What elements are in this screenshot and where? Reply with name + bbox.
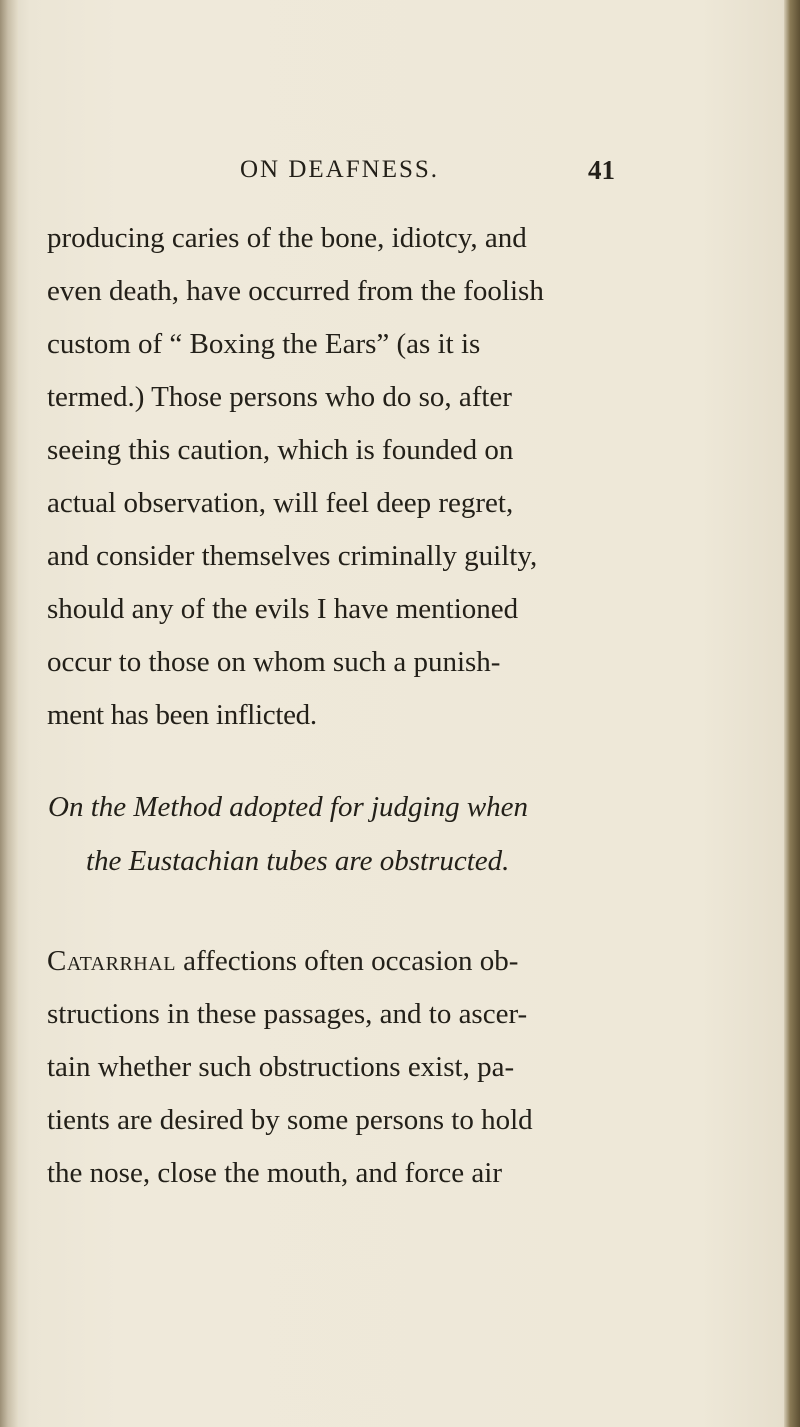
text-line: and consider themselves criminally guilty, <box>47 540 538 572</box>
page-gutter-shadow <box>0 0 18 1427</box>
text-line: producing caries of the bone, idiotcy, and <box>47 222 527 254</box>
running-header <box>240 150 640 190</box>
text-line: ment has been inflicted. <box>47 699 317 731</box>
paragraph-2 <box>47 935 647 1200</box>
page-number: 41 <box>588 155 615 185</box>
page-edge <box>784 0 800 1427</box>
text-line: custom of “ Boxing the Ears” (as it is <box>47 328 481 360</box>
text-line: actual observation, will feel deep regret, <box>47 487 514 519</box>
text-line: structions in these passages, and to ascer- <box>47 998 528 1030</box>
text-line: tients are desired by some persons to hold <box>47 1104 533 1136</box>
running-title: ON DEAFNESS. <box>240 156 440 183</box>
text-line: seeing this caution, which is founded on <box>47 434 514 466</box>
text-line-rest: affections often occasion ob- <box>175 945 519 977</box>
text-line: should any of the evils I have mentioned <box>47 593 519 625</box>
text-line: occur to those on whom such a punish- <box>47 646 501 678</box>
section-heading-line-1: On the Method adopted for judging when <box>48 791 529 823</box>
text-line: even death, have occurred from the foolish <box>47 275 544 307</box>
text-line: termed.) Those persons who do so, after <box>47 381 512 413</box>
section-heading <box>48 780 668 888</box>
paragraph-1 <box>47 212 647 742</box>
text-line: the nose, close the mouth, and force air <box>47 1157 502 1189</box>
text-line <box>47 935 647 988</box>
text-line: tain whether such obstructions exist, pa- <box>47 1051 515 1083</box>
section-heading-line-2: the Eustachian tubes are obstructed. <box>86 845 510 877</box>
lead-word: Catarrhal <box>47 945 176 977</box>
